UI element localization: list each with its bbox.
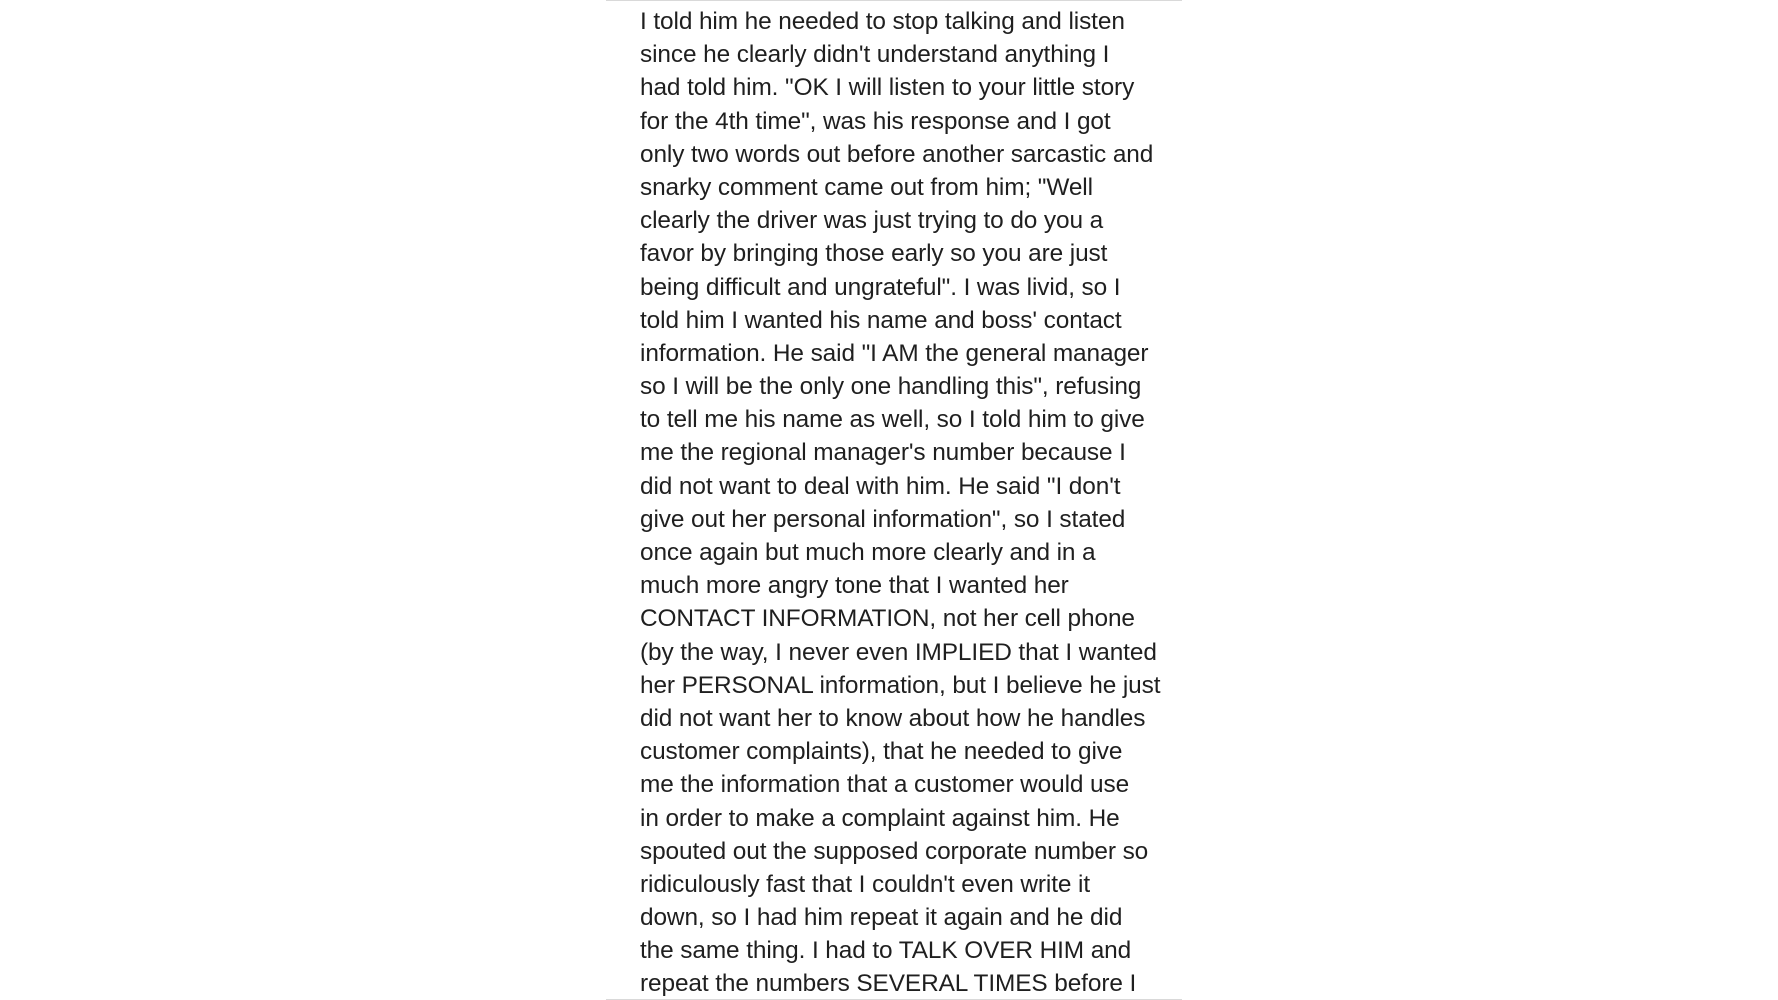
text-line: (by the way, I never even IMPLIED that I wanted	[640, 638, 1157, 666]
text-line: so I will be the only one handling this", refusing	[640, 373, 1142, 401]
text-line: did not want to deal with him. He said "I don't	[640, 472, 1121, 500]
text-line: for the 4th time", was his response and I got	[640, 107, 1111, 135]
story-text	[640, 5, 1170, 1000]
text-line: me the information that a customer would use	[640, 771, 1130, 799]
top-divider	[606, 0, 1182, 1]
text-line: repeat the numbers SEVERAL TIMES before I	[640, 970, 1137, 998]
text-line: customer complaints), that he needed to give	[640, 738, 1123, 766]
text-line: favor by bringing those early so you are just	[640, 240, 1108, 268]
text-line: had told him. "OK I will listen to your little story	[640, 74, 1135, 102]
text-line: snarky comment came out from him; "Well	[640, 173, 1093, 201]
text-line: much more angry tone that I wanted her	[640, 572, 1069, 600]
text-line: down, so I had him repeat it again and he did	[640, 904, 1123, 932]
text-line: the same thing. I had to TALK OVER HIM and	[640, 937, 1132, 965]
text-line: information. He said "I AM the general manager	[640, 339, 1149, 367]
text-line: in order to make a complaint against him. He	[640, 804, 1120, 832]
text-line: since he clearly didn't understand anything I	[640, 41, 1110, 69]
text-line: only two words out before another sarcastic and	[640, 140, 1154, 168]
text-line: her PERSONAL information, but I believe he just	[640, 671, 1161, 699]
text-line: ridiculously fast that I couldn't even write it	[640, 870, 1091, 898]
text-line: give out her personal information", so I stated	[640, 505, 1126, 533]
text-screenshot	[606, 0, 1182, 1000]
text-line: me the regional manager's number because I	[640, 439, 1126, 467]
text-line: told him I wanted his name and boss' contact	[640, 306, 1122, 334]
text-line: did not want her to know about how he handles	[640, 704, 1146, 732]
text-line: spouted out the supposed corporate number so	[640, 837, 1149, 865]
text-line: I told him he needed to stop talking and listen	[640, 8, 1125, 35]
text-line: CONTACT INFORMATION, not her cell phone	[640, 605, 1135, 633]
text-line: clearly the driver was just trying to do you a	[640, 207, 1104, 235]
text-line: once again but much more clearly and in a	[640, 539, 1096, 566]
text-line: to tell me his name as well, so I told him to give	[640, 406, 1145, 434]
text-line: being difficult and ungrateful". I was livid, so I	[640, 273, 1121, 301]
